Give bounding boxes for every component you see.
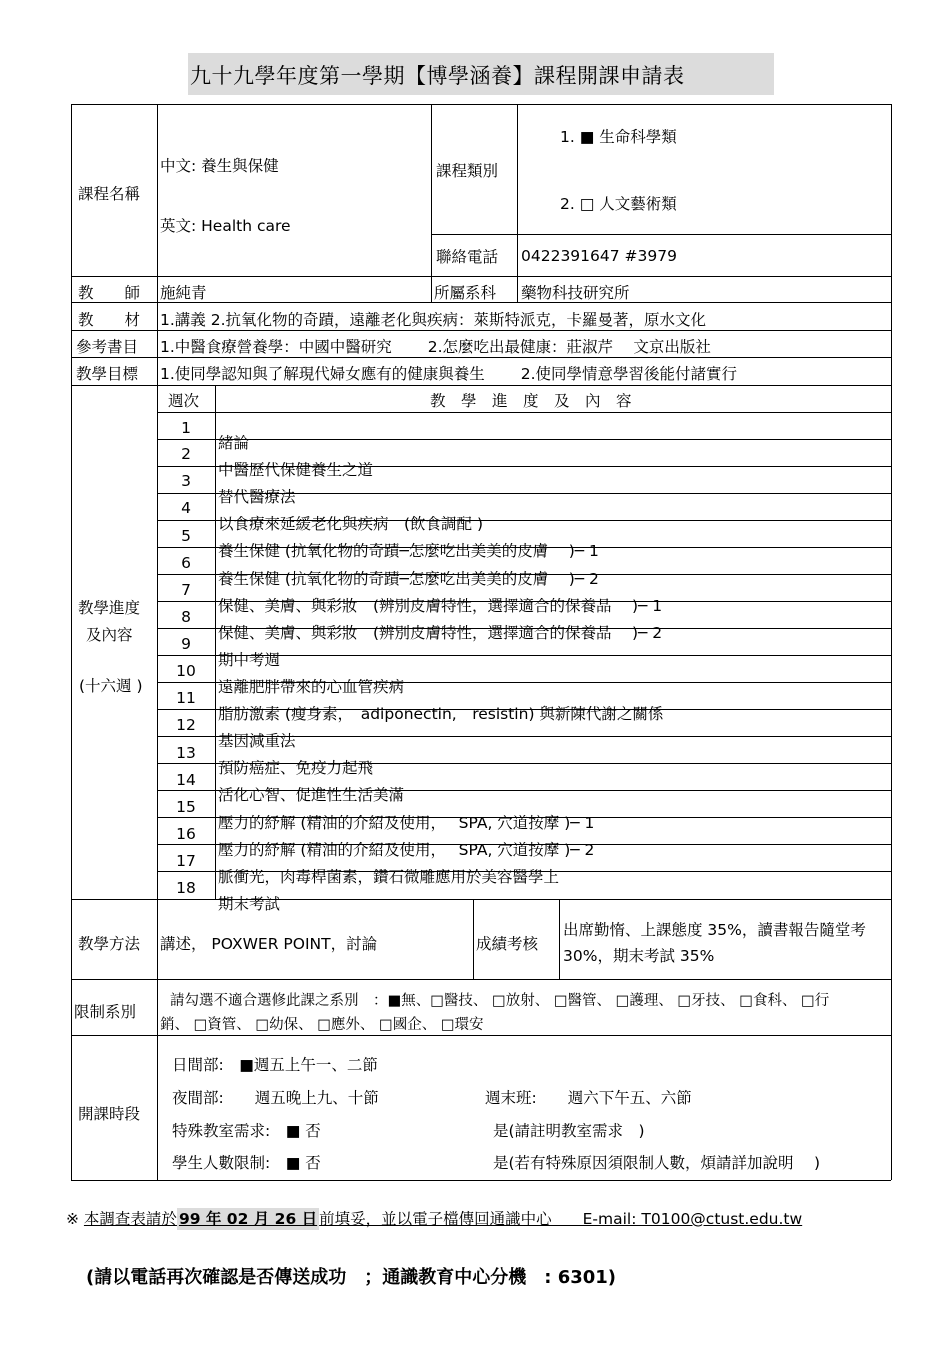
footer-note-after: 前填妥，並以電子檔傳回通識中心 E-mail: T0100@ctust.edu.tw — [319, 1210, 803, 1228]
grading-label: 成績考核 — [476, 935, 539, 953]
week-content: 預防癌症、免疫力起飛 — [218, 759, 374, 777]
week-content: 養生保健 (抗氧化物的奇蹟─怎麼吃出美美的皮膚 )─ 1 — [218, 542, 599, 560]
week-content: 替代醫療法 — [218, 488, 296, 506]
course-name-english: 英文: Health care — [160, 217, 291, 235]
restriction-line1: 請勾選不適合選修此課之系別 ：■無、□醫技、 □放射、 □醫管、 □護理、 □牙技、 □食科、 □行 — [170, 993, 830, 1009]
week-content: 活化心智、促進性生活美滿 — [218, 786, 405, 804]
course-category-label: 課程類別 — [436, 162, 499, 180]
week-content: 脂肪激素 (瘦身素， adiponectin, resistin) 與新陳代謝之關係 — [218, 705, 664, 723]
grading-value: 出席勤惰、上課態度 35%，讀書報告隨堂考 30%，期末考試 35% — [563, 921, 866, 965]
week-number: 5 — [181, 527, 191, 545]
week-column-header: 週次 — [168, 392, 200, 410]
week-content: 基因減重法 — [218, 732, 296, 750]
week-number: 18 — [176, 879, 196, 897]
week-content: 中醫歷代保健養生之道 — [218, 461, 374, 479]
teacher-name: 施純青 — [160, 284, 207, 302]
week-content: 保健、美膚、與彩妝 (辨別皮膚特性，選擇適合的保養品 )─ 2 — [218, 624, 663, 642]
student-limit-no: 學生人數限制: ■ 否 — [172, 1154, 321, 1172]
course-category-life-science: 1. ■ 生命科學類 — [560, 128, 677, 146]
deadline-date: 99 年 02 月 26 日 — [178, 1210, 318, 1228]
week-content: 緒論 — [218, 434, 250, 452]
department-value: 藥物科技研究所 — [521, 284, 630, 302]
schedule-label-line2: 及內容 — [86, 626, 133, 644]
night-session: 夜間部: 週五晚上九、十節 — [172, 1089, 379, 1107]
week-content: 脈衝光，肉毒桿菌素，鑽石微雕應用於美容醫學上 — [218, 868, 560, 886]
week-number: 6 — [181, 554, 191, 572]
materials-value: 1.講義 2.抗氧化物的奇蹟，遠離老化與疾病：萊斯特派克，卡羅曼著，原水文化 — [160, 311, 707, 329]
phone-label: 聯絡電話 — [436, 248, 499, 266]
references-label: 參考書目 — [76, 338, 139, 356]
phone-confirm-note: (請以電話再次確認是否傳送成功 ；通識教育中心分機 : 6301) — [86, 1267, 617, 1288]
week-number: 15 — [176, 798, 196, 816]
references-value: 1.中醫食療營養學：中國中醫研究 2.怎麼吃出最健康：莊淑芹 文京出版社 — [160, 338, 711, 356]
week-number: 9 — [181, 635, 191, 653]
schedule-label-line3: (十六週 ) — [79, 677, 143, 695]
week-number: 7 — [181, 581, 191, 599]
materials-label: 教 材 — [78, 311, 141, 329]
week-number: 12 — [176, 716, 196, 734]
method-value: 講述， POXWER POINT，討論 — [160, 935, 378, 953]
special-room-yes: 是(請註明教室需求 ) — [493, 1122, 645, 1140]
special-room-no: 特殊教室需求: ■ 否 — [172, 1122, 321, 1140]
week-number: 13 — [176, 744, 196, 762]
week-content: 壓力的紓解 (精油的介紹及使用， SPA, 穴道按摩 )─ 2 — [218, 841, 595, 859]
teacher-label: 教 師 — [78, 284, 141, 302]
weekend-session: 週末班: 週六下午五、六節 — [485, 1089, 692, 1107]
week-number: 17 — [176, 852, 196, 870]
week-content: 壓力的紓解 (精油的介紹及使用， SPA, 穴道按摩 )─ 1 — [218, 814, 595, 832]
course-name-label: 課程名稱 — [78, 185, 141, 203]
schedule-label-line1: 教學進度 — [78, 599, 141, 617]
week-content: 保健、美膚、與彩妝 (辨別皮膚特性，選擇適合的保養品 )─ 1 — [218, 597, 663, 615]
week-number: 4 — [181, 499, 191, 517]
restriction-label: 限制系別 — [74, 1003, 137, 1021]
footer-note — [66, 1207, 802, 1229]
week-number: 14 — [176, 771, 196, 789]
method-label: 教學方法 — [78, 935, 141, 953]
week-content: 養生保健 (抗氧化物的奇蹟─怎麼吃出美美的皮膚 )─ 2 — [218, 570, 599, 588]
week-number: 11 — [176, 689, 196, 707]
week-content: 以食療來延緩老化與疾病 (飲食調配 ) — [218, 515, 484, 533]
week-number: 10 — [176, 662, 196, 680]
week-content: 遠離肥胖帶來的心血管疾病 — [218, 678, 405, 696]
objectives-value: 1.使同學認知與了解現代婦女應有的健康與養生 2.使同學情意學習後能付諸實行 — [160, 365, 738, 383]
week-number: 2 — [181, 445, 191, 463]
week-content: 期中考週 — [218, 651, 281, 669]
course-name-chinese: 中文: 養生與保健 — [160, 157, 279, 175]
course-category-humanities: 2. □ 人文藝術類 — [560, 195, 677, 213]
content-column-header: 教 學 進 度 及 內 容 — [430, 392, 632, 410]
day-session: 日間部: ■週五上午一、二節 — [172, 1056, 378, 1074]
week-content: 期末考試 — [218, 895, 281, 913]
week-number: 16 — [176, 825, 196, 843]
form-title: 九十九學年度第一學期【博學涵養】課程開課申請表 — [188, 53, 774, 95]
footer-note-before: 本調查表請於 — [83, 1210, 177, 1228]
phone-value: 0422391647 #3979 — [521, 247, 677, 265]
restriction-line2: 銷、 □資管、 □幼保、 □應外、 □國企、 □環安 — [160, 1017, 484, 1033]
week-number: 1 — [181, 419, 191, 437]
footer-note-prefix: ※ — [66, 1210, 84, 1228]
timing-label: 開課時段 — [78, 1105, 141, 1123]
objectives-label: 教學目標 — [76, 365, 139, 383]
department-label: 所屬系科 — [434, 284, 497, 302]
week-number: 3 — [181, 472, 191, 490]
week-number: 8 — [181, 608, 191, 626]
student-limit-yes: 是(若有特殊原因須限制人數，煩請詳加說明 ) — [493, 1154, 821, 1172]
